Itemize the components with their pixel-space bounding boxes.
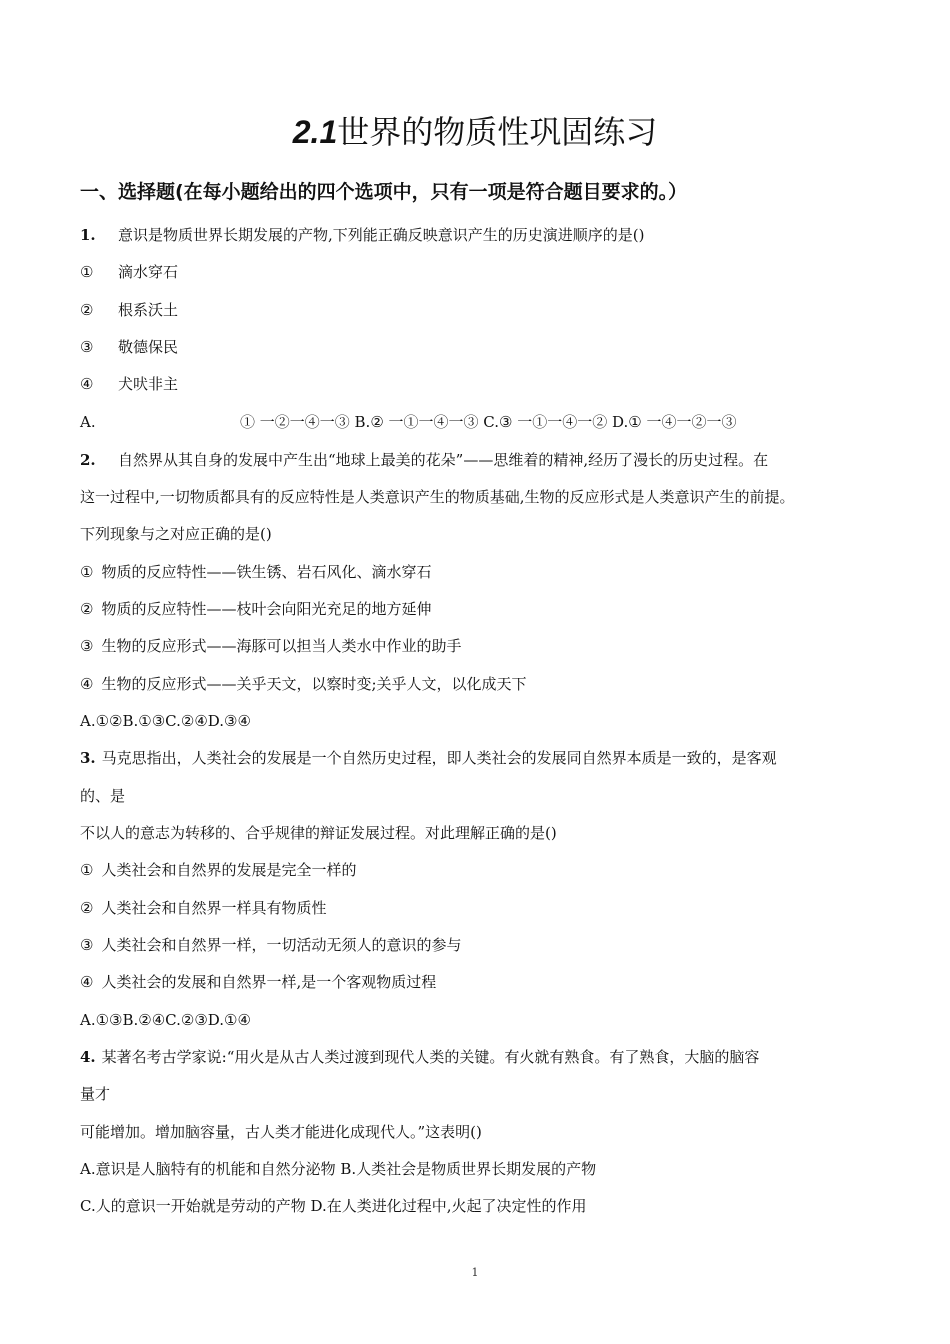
answer-choices: ① 一②一④一③ B.② 一①一④一③ C.③ 一①一④一② D.① 一④一②一③ [240, 413, 737, 431]
question-1-option [80, 299, 178, 321]
page-title [0, 108, 950, 156]
option-mark: ① [80, 263, 94, 281]
option-mark: ③ [80, 936, 94, 954]
question-number: 3. [80, 749, 96, 767]
section-heading: 一、选择题(在每小题给出的四个选项中，只有一项是符合题目要求的。） [80, 181, 688, 203]
question-3-option [80, 859, 356, 881]
question-3-option [80, 971, 436, 993]
question-2-stem-line: 下列现象与之对应正确的是() [80, 525, 272, 543]
question-text: 自然界从其自身的发展中产生出“地球上最美的花朵”——思维着的精神,经历了漫长的历史过程。在 [118, 451, 769, 469]
option-text: 人类社会和自然界一样，一切活动无须人的意识的参与 [101, 936, 462, 954]
title-text: 世界的物质性巩固练习 [337, 113, 658, 151]
question-3-stem-line: 不以人的意志为转移的、合乎规律的辩证发展过程。对此理解正确的是() [80, 824, 557, 842]
question-1-answers [80, 411, 736, 433]
option-text: 生物的反应形式——海豚可以担当人类水中作业的助手 [101, 637, 462, 655]
question-2-option [80, 598, 431, 620]
question-number: 4. [80, 1048, 96, 1066]
option-text: 物质的反应特性——枝叶会向阳光充足的地方延伸 [101, 600, 432, 618]
option-text: 人类社会和自然界的发展是完全一样的 [101, 861, 357, 879]
option-mark: ② [80, 301, 94, 319]
question-3-option [80, 934, 461, 956]
question-1-option [80, 373, 178, 395]
option-text: 滴水穿石 [118, 263, 179, 281]
title-number: 2.1 [292, 114, 338, 150]
question-2-answers: A.①②B.①③C.②④D.③④ [80, 712, 251, 730]
option-text: 敬德保民 [118, 338, 179, 356]
page-number: 1 [471, 1266, 479, 1279]
question-number: 2. [80, 451, 96, 469]
question-3-option [80, 897, 326, 919]
question-2-option [80, 635, 461, 657]
option-text: 人类社会和自然界一样具有物质性 [101, 899, 327, 917]
question-4-stem-line: 量才 [80, 1085, 111, 1103]
question-text: 意识是物质世界长期发展的产物,下列能正确反映意识产生的历史演进顺序的是() [118, 226, 645, 244]
option-text: 物质的反应特性——铁生锈、岩石风化、滴水穿石 [101, 563, 432, 581]
option-mark: ② [80, 600, 94, 618]
option-text: 根系沃土 [118, 301, 179, 319]
option-text: 犬吠非主 [118, 375, 179, 393]
option-text: 人类社会的发展和自然界一样,是一个客观物质过程 [101, 973, 437, 991]
question-3-stem-line: 的、是 [80, 787, 126, 805]
option-mark: ③ [80, 338, 94, 356]
answer-label: A. [80, 413, 96, 431]
option-text: 生物的反应形式——关乎天文，以察时变;关乎人文，以化成天下 [101, 675, 527, 693]
question-3-stem [80, 747, 777, 769]
question-text: 马克思指出，人类社会的发展是一个自然历史过程，即人类社会的发展同自然界本质是一致的，是客观 [101, 749, 777, 767]
question-text: 某著名考古学家说:“用火是从古人类过渡到现代人类的关键。有火就有熟食。有了熟食，大脑的脑容 [101, 1048, 760, 1066]
question-2-option [80, 561, 431, 583]
option-mark: ③ [80, 637, 94, 655]
option-mark: ④ [80, 675, 94, 693]
question-3-answers: A.①③B.②④C.②③D.①④ [80, 1011, 251, 1029]
question-2-option [80, 673, 527, 695]
question-1-stem [80, 224, 644, 246]
option-mark: ① [80, 861, 94, 879]
question-1-option [80, 336, 178, 358]
question-4-stem [80, 1046, 759, 1068]
question-4-answers: C.人的意识一开始就是劳动的产物 D.在人类进化过程中,火起了决定性的作用 [80, 1197, 587, 1215]
question-2-stem-line: 这一过程中,一切物质都具有的反应特性是人类意识产生的物质基础,生物的反应形式是人类意识产生的前提。 [80, 488, 795, 506]
question-2-stem [80, 449, 768, 471]
question-4-stem-line: 可能增加。增加脑容量，古人类才能进化成现代人。”这表明() [80, 1123, 482, 1141]
option-mark: ① [80, 563, 94, 581]
option-mark: ④ [80, 973, 94, 991]
option-mark: ④ [80, 375, 94, 393]
question-4-answers: A.意识是人脑特有的机能和自然分泌物 B.人类社会是物质世界长期发展的产物 [80, 1160, 597, 1178]
question-number: 1. [80, 226, 96, 244]
option-mark: ② [80, 899, 94, 917]
question-1-option [80, 261, 178, 283]
